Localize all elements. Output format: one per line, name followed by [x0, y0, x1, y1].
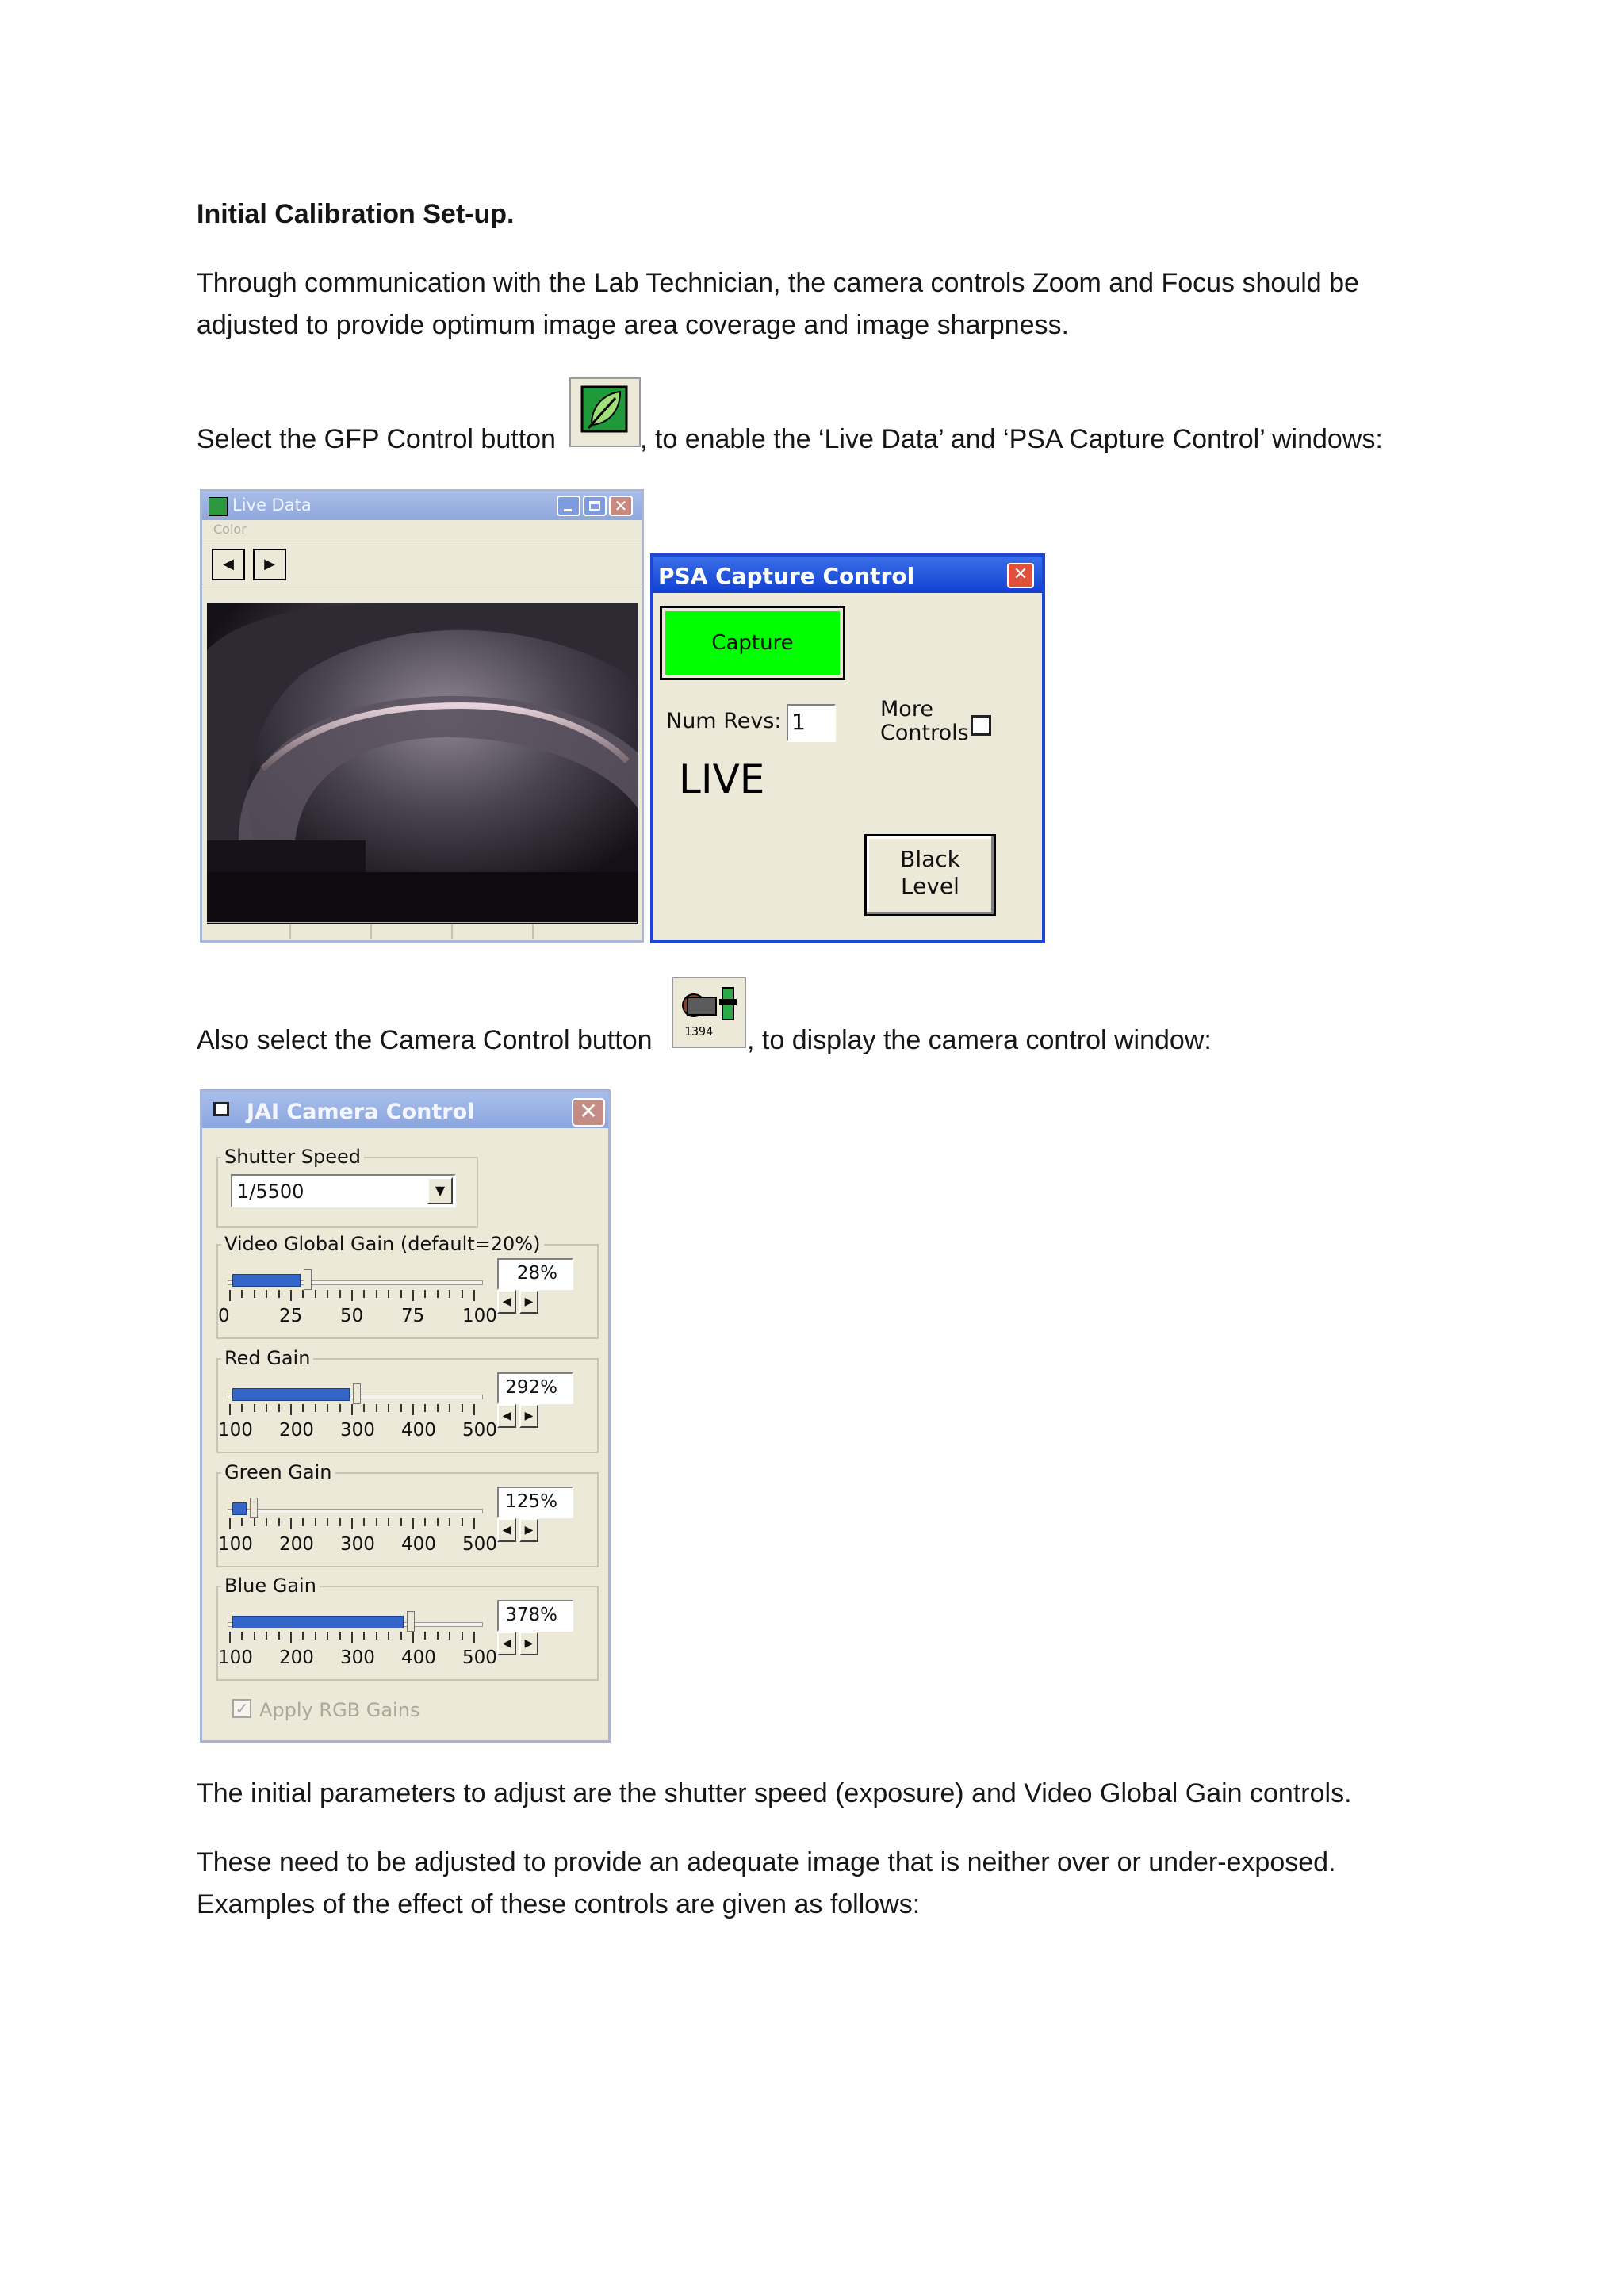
shutter-speed-select[interactable] — [231, 1174, 456, 1207]
gfp-control-button-icon — [569, 377, 641, 447]
leaf-app-icon — [209, 497, 228, 516]
capture-button-face: Capture — [665, 611, 840, 675]
slider-tick-label: 0 — [218, 1306, 230, 1326]
num-revs-value: 1 — [791, 709, 806, 735]
window-title: PSA Capture Control — [658, 563, 915, 589]
paragraph-line: These need to be adjusted to provide an adequate image that is neither over or under-exposed. — [197, 1847, 1336, 1877]
slider-tick-label: 50 — [340, 1306, 364, 1326]
close-icon[interactable]: ✕ — [572, 1098, 605, 1127]
gain-group-label: Blue Gain — [221, 1575, 320, 1597]
gfp-sentence-start: Select the GFP Control button — [197, 424, 556, 454]
gain-value: 28% — [516, 1263, 557, 1284]
slider-tick-label: 75 — [401, 1306, 425, 1326]
paragraph-zoom-focus — [197, 262, 1359, 346]
slider-track[interactable] — [228, 1509, 483, 1513]
slider-tick-label: 500 — [462, 1534, 497, 1555]
more-controls-label — [880, 698, 969, 745]
paragraph-line: Through communication with the Lab Technician, the camera controls Zoom and Focus should be — [197, 268, 1359, 298]
camera-icon-text: 1394 — [684, 1024, 714, 1039]
slider-ticks — [229, 1632, 485, 1643]
psa-titlebar[interactable] — [653, 557, 1042, 593]
live-data-titlebar[interactable] — [202, 492, 642, 520]
spin-left-icon[interactable]: ◀ — [497, 1632, 516, 1655]
spin-left-icon[interactable]: ◀ — [497, 1290, 516, 1314]
status-text: LIVE — [679, 756, 765, 802]
slider-tick-label: 100 — [462, 1306, 497, 1326]
psa-capture-control-window — [650, 553, 1045, 943]
black-level-line: Level — [901, 873, 959, 899]
slider-ticks — [229, 1290, 485, 1301]
close-icon[interactable]: ✕ — [1007, 563, 1034, 588]
slider-selection-fill — [232, 1274, 301, 1287]
slider-tick-label: 500 — [462, 1420, 497, 1441]
more-controls-checkbox[interactable] — [971, 715, 991, 736]
next-arrow-button[interactable]: ▶ — [253, 549, 286, 580]
gain-spinner — [497, 1632, 535, 1655]
gain-value: 125% — [505, 1491, 557, 1512]
paragraph-initial-parameters: The initial parameters to adjust are the shutter speed (exposure) and Video Global Gain controls. — [197, 1778, 1352, 1808]
camera-control-button-icon — [672, 977, 746, 1048]
gain-spinner — [497, 1518, 535, 1542]
slider-ticks — [229, 1518, 485, 1529]
minimize-icon[interactable] — [557, 496, 580, 516]
slider-tick-label: 200 — [279, 1647, 314, 1668]
capture-button[interactable] — [660, 606, 845, 680]
shutter-speed-label: Shutter Speed — [221, 1146, 364, 1168]
slider-selection-fill — [232, 1616, 404, 1628]
window-title: Live Data — [232, 496, 312, 515]
live-data-window — [200, 489, 644, 943]
spin-right-icon[interactable]: ▶ — [519, 1404, 538, 1428]
num-revs-input[interactable] — [787, 704, 836, 742]
slider-tick-label: 300 — [340, 1647, 375, 1668]
black-level-line: Black — [900, 846, 960, 872]
slider-selection-fill — [232, 1502, 247, 1515]
black-level-button[interactable] — [864, 834, 996, 916]
slider-selection-fill — [232, 1388, 350, 1401]
section-heading: Initial Calibration Set-up. — [197, 199, 515, 229]
apply-rgb-label: Apply RGB Gains — [259, 1699, 420, 1721]
gfp-sentence — [197, 419, 556, 461]
slider-tick-label: 400 — [401, 1647, 436, 1668]
paragraph-exposure — [197, 1842, 1336, 1926]
status-bar — [207, 922, 637, 940]
slider-tick-label: 500 — [462, 1647, 497, 1668]
slider-tick-label: 25 — [279, 1306, 303, 1326]
slider-tick-label: 300 — [340, 1534, 375, 1555]
maximize-icon[interactable] — [583, 496, 607, 516]
slider-tick-label: 200 — [279, 1534, 314, 1555]
spin-left-icon[interactable]: ◀ — [497, 1404, 516, 1428]
slider-tick-label: 100 — [218, 1534, 253, 1555]
gain-group-label: Red Gain — [221, 1347, 313, 1369]
spin-left-icon[interactable]: ◀ — [497, 1518, 516, 1542]
slider-tick-label: 300 — [340, 1420, 375, 1441]
paragraph-line: Examples of the effect of these controls are given as follows: — [197, 1889, 921, 1919]
more-controls-line: More — [880, 697, 933, 721]
gain-spinner — [497, 1404, 535, 1428]
chevron-down-icon[interactable]: ▼ — [427, 1177, 453, 1204]
spin-right-icon[interactable]: ▶ — [519, 1518, 538, 1542]
slider-tick-label: 100 — [218, 1420, 253, 1441]
slider-tick-label: 400 — [401, 1420, 436, 1441]
gain-value-field[interactable] — [497, 1372, 573, 1404]
paragraph-line: adjusted to provide optimum image area coverage and image sharpness. — [197, 310, 1069, 340]
gain-value-field[interactable] — [497, 1600, 573, 1632]
spin-right-icon[interactable]: ▶ — [519, 1632, 538, 1655]
menu-bar — [202, 520, 642, 541]
gain-value-field[interactable] — [497, 1487, 573, 1518]
slider-tick-label: 100 — [218, 1647, 253, 1668]
gfp-sentence-end: , to enable the ‘Live Data’ and ‘PSA Capture Control’ windows: — [640, 424, 1383, 454]
num-revs-label: Num Revs: — [666, 709, 782, 733]
apply-rgb-checkbox[interactable]: ✓ — [232, 1699, 251, 1718]
window-app-icon — [213, 1102, 229, 1116]
menu-item-color[interactable]: Color — [213, 522, 247, 537]
gain-group-label: Video Global Gain (default=20%) — [221, 1233, 544, 1255]
slider-thumb[interactable] — [353, 1383, 361, 1404]
slider-thumb[interactable] — [407, 1611, 415, 1632]
jai-titlebar[interactable] — [202, 1092, 608, 1128]
close-icon[interactable]: ✕ — [609, 496, 633, 516]
previous-arrow-button[interactable]: ◀ — [212, 549, 245, 580]
slider-ticks — [229, 1404, 485, 1415]
window-title: JAI Camera Control — [247, 1100, 475, 1124]
more-controls-line: Controls — [880, 721, 969, 745]
gain-value-field[interactable] — [497, 1258, 573, 1290]
toolbar — [202, 542, 642, 584]
camera-sentence-end: , to display the camera control window: — [747, 1025, 1212, 1055]
slider-thumb[interactable] — [304, 1269, 312, 1290]
gain-spinner — [497, 1290, 535, 1314]
slider-thumb[interactable] — [250, 1498, 258, 1518]
jai-camera-control-window — [200, 1089, 611, 1743]
gain-value: 292% — [505, 1377, 557, 1398]
spin-right-icon[interactable]: ▶ — [519, 1290, 538, 1314]
gain-value: 378% — [505, 1605, 557, 1625]
slider-tick-label: 200 — [279, 1420, 314, 1441]
camera-sentence: Also select the Camera Control button — [197, 1025, 653, 1055]
shutter-speed-value: 1/5500 — [237, 1181, 304, 1203]
gain-group-label: Green Gain — [221, 1461, 335, 1483]
slider-tick-label: 400 — [401, 1534, 436, 1555]
live-camera-image — [207, 603, 638, 924]
